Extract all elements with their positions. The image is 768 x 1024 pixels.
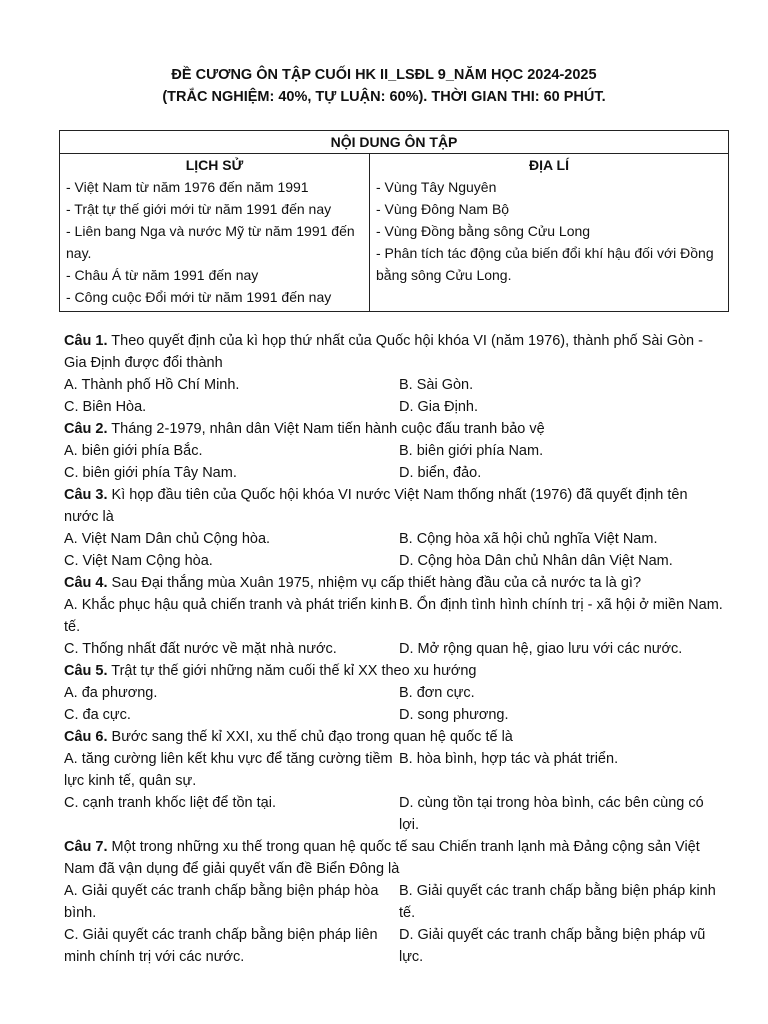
answer-options xyxy=(64,528,724,572)
question-stem xyxy=(64,572,724,594)
geography-item: - Vùng Đông Nam Bộ xyxy=(376,201,510,217)
question-stem xyxy=(64,330,724,374)
answer-option-d: D. Giải quyết các tranh chấp bằng biện pháp vũ lực. xyxy=(399,927,706,965)
answer-option-b: B. đơn cực. xyxy=(399,685,475,701)
question-5 xyxy=(64,660,724,726)
question-number: Câu 3. xyxy=(64,487,108,503)
history-item: - Châu Á từ năm 1991 đến nay xyxy=(66,267,259,283)
answer-option-a: A. biên giới phía Bắc. xyxy=(64,443,203,459)
answer-options xyxy=(64,594,724,660)
history-column xyxy=(60,176,370,312)
answer-options xyxy=(64,880,724,968)
question-text: Kì họp đầu tiên của Quốc hội khóa VI nước Việt Nam thống nhất (1976) đã quyết định tên nước là xyxy=(64,487,688,525)
question-number: Câu 2. xyxy=(64,421,108,437)
answer-option-d: D. cùng tồn tại trong hòa bình, các bên cùng có lợi. xyxy=(399,795,704,833)
answer-option-a: A. đa phương. xyxy=(64,685,158,701)
answer-option-d: D. Mở rộng quan hệ, giao lưu với các nước. xyxy=(399,641,683,657)
question-stem xyxy=(64,836,724,880)
answer-option-b: B. Giải quyết các tranh chấp bằng biện pháp kinh tế. xyxy=(399,883,716,921)
answer-option-b: B. Sài Gòn. xyxy=(399,377,474,393)
answer-option-b: B. hòa bình, hợp tác và phát triển. xyxy=(399,751,619,767)
question-text: Trật tự thế giới những năm cuối thế kỉ XX theo xu hướng xyxy=(107,663,477,679)
history-heading: LỊCH SỬ xyxy=(60,154,370,177)
history-item: - Việt Nam từ năm 1976 đến năm 1991 xyxy=(66,179,309,195)
question-6 xyxy=(64,726,724,836)
geography-item: - Vùng Tây Nguyên xyxy=(376,179,497,195)
answer-option-c: C. đa cực. xyxy=(64,707,131,723)
geography-item: - Vùng Đồng bằng sông Cửu Long xyxy=(376,223,591,239)
question-stem xyxy=(64,726,724,748)
answer-options xyxy=(64,374,724,418)
answer-option-d: D. Cộng hòa Dân chủ Nhân dân Việt Nam. xyxy=(399,553,673,569)
answer-options xyxy=(64,748,724,836)
answer-option-d: D. song phương. xyxy=(399,707,509,723)
history-item: - Trật tự thế giới mới từ năm 1991 đến nay xyxy=(66,201,332,217)
question-text: Theo quyết định của kì họp thứ nhất của Quốc hội khóa VI (năm 1976), thành phố Sài Gòn - Gia Định được đổi thành xyxy=(64,333,703,371)
question-1 xyxy=(64,330,724,418)
answer-option-c: C. Giải quyết các tranh chấp bằng biện pháp liên minh chính trị với các nước. xyxy=(64,927,378,965)
answer-option-d: D. Gia Định. xyxy=(399,399,478,415)
answer-option-c: C. Thống nhất đất nước về mặt nhà nước. xyxy=(64,641,337,657)
question-number: Câu 1. xyxy=(64,333,108,349)
answer-option-b: B. biên giới phía Nam. xyxy=(399,443,544,459)
question-number: Câu 7. xyxy=(64,839,108,855)
history-item: - Công cuộc Đổi mới từ năm 1991 đến nay xyxy=(66,289,332,305)
review-content-table xyxy=(59,130,729,312)
answer-option-a: A. tăng cường liên kết khu vực để tăng cường tiềm lực kinh tế, quân sự. xyxy=(64,751,393,789)
question-number: Câu 5. xyxy=(64,663,108,679)
answer-option-d: D. biển, đảo. xyxy=(399,465,482,481)
answer-option-a: A. Thành phố Hồ Chí Minh. xyxy=(64,377,240,393)
question-text: Tháng 2-1979, nhân dân Việt Nam tiến hành cuộc đấu tranh bảo vệ xyxy=(107,421,545,437)
question-list xyxy=(64,330,724,968)
answer-option-c: C. Biên Hòa. xyxy=(64,399,147,415)
answer-option-a: A. Khắc phục hậu quả chiến tranh và phát triển kinh tế. xyxy=(64,597,397,635)
question-stem xyxy=(64,660,724,682)
question-4 xyxy=(64,572,724,660)
answer-option-b: B. Ổn định tình hình chính trị - xã hội ở miền Nam. xyxy=(399,597,723,613)
question-text: Bước sang thế kỉ XXI, xu thế chủ đạo trong quan hệ quốc tế là xyxy=(107,729,513,745)
answer-option-a: A. Giải quyết các tranh chấp bằng biện pháp hòa bình. xyxy=(64,883,379,921)
answer-option-b: B. Cộng hòa xã hội chủ nghĩa Việt Nam. xyxy=(399,531,658,547)
answer-option-a: A. Việt Nam Dân chủ Cộng hòa. xyxy=(64,531,271,547)
question-3 xyxy=(64,484,724,572)
answer-options xyxy=(64,440,724,484)
geography-item: - Phân tích tác động của biến đổi khí hậu đối với Đồng bằng sông Cửu Long. xyxy=(376,245,714,283)
question-7 xyxy=(64,836,724,968)
answer-option-c: C. biên giới phía Tây Nam. xyxy=(64,465,237,481)
document-subtitle: (TRẮC NGHIỆM: 40%, TỰ LUẬN: 60%). THỜI GIAN THI: 60 PHÚT. xyxy=(162,89,606,105)
geography-heading: ĐỊA LÍ xyxy=(370,154,729,177)
history-item: - Liên bang Nga và nước Mỹ từ năm 1991 đến nay. xyxy=(66,223,355,261)
question-number: Câu 4. xyxy=(64,575,108,591)
answer-options xyxy=(64,682,724,726)
question-stem xyxy=(64,418,724,440)
question-text: Sau Đại thắng mùa Xuân 1975, nhiệm vụ cấp thiết hàng đầu của cả nước ta là gì? xyxy=(107,575,642,591)
geography-column xyxy=(370,176,729,312)
question-text: Một trong những xu thế trong quan hệ quốc tế sau Chiến tranh lạnh mà Đảng cộng sản Việt Nam đã vận dụng để giải quyết vấn đề Biển Đông là xyxy=(64,839,700,877)
document-title: ĐỀ CƯƠNG ÔN TẬP CUỐI HK II_LSĐL 9_NĂM HỌC 2024-2025 xyxy=(171,67,597,83)
review-table-title: NỘI DUNG ÔN TẬP xyxy=(60,131,729,154)
answer-option-c: C. Việt Nam Cộng hòa. xyxy=(64,553,213,569)
question-number: Câu 6. xyxy=(64,729,108,745)
question-2 xyxy=(64,418,724,484)
question-stem xyxy=(64,484,724,528)
answer-option-c: C. cạnh tranh khốc liệt để tồn tại. xyxy=(64,795,276,811)
